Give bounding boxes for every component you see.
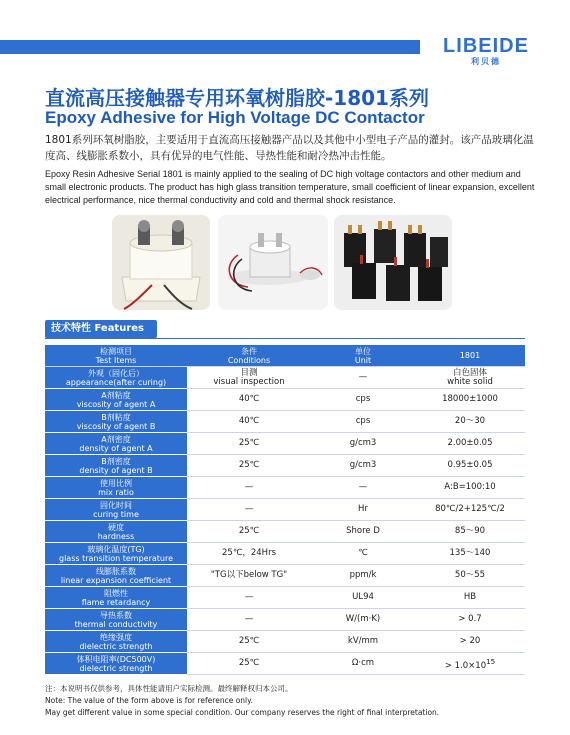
table-row: B剂密度 density of agent B 25℃ g/cm3 0.95±0.05 xyxy=(45,455,525,477)
note-en-1: Note: The value of the form above is for reference only. xyxy=(45,696,253,705)
intro-text-en: Epoxy Resin Adhesive Serial 1801 is mainly applied to the sealing of DC high voltage contactors and other medium and small electronic products. The product has high glass transition temperature, small coefficient of linear expansion, excellent electrical performance, nice thermal conductivity and cold and thermal shock resistance. xyxy=(45,169,535,205)
features-section-label: 技术特性 Features xyxy=(45,320,157,338)
table-row: 外观（固化后） appearance(after curing) 目测 visual inspection — 白色固体 white solid xyxy=(45,367,525,389)
header-test-items: 检测项目 Test Items xyxy=(45,345,187,367)
table-row: 体积电阻率(DC500V) dielectric strength 25℃ Ω·cm > $1.0\times 10^{15}$ xyxy=(45,653,525,675)
product-photo-contactor-open xyxy=(112,215,210,310)
table-row: B剂粘度 viscosity of agent B 40℃ cps 20～30 xyxy=(45,411,525,433)
brand-logo xyxy=(430,36,542,67)
table-row: 导热系数 thermal conductivity — W/(m·K) > 0.7 xyxy=(45,609,525,631)
product-photo-contactors-black xyxy=(334,215,452,310)
note-cn: 注：本说明书仅供参考，具体性能请用户实际检测。最终解释权归本公司。 xyxy=(45,684,293,693)
table-row: 玻璃化温度(TG) glass transition temperature 25℃，24Hrs ℃ 135～140 xyxy=(45,543,525,565)
product-photos xyxy=(112,215,452,310)
table-row: A剂粘度 viscosity of agent A 40℃ cps 18000±1000 xyxy=(45,389,525,411)
product-photo-contactor-wired xyxy=(218,215,328,310)
footnotes xyxy=(45,683,525,719)
header-bar xyxy=(0,40,420,54)
table-row: 固化时间 curing time — Hr 80℃/2+125℃/2 xyxy=(45,499,525,521)
note-en-2: May get different value in some special condition. Our company reserves the right of final interpretation. xyxy=(45,708,440,717)
header-unit: 单位 Unit xyxy=(311,345,415,367)
section-divider xyxy=(45,338,525,339)
page-title-en: Epoxy Adhesive for High Voltage DC Contactor xyxy=(45,108,425,127)
table-header-row xyxy=(45,345,525,367)
table-row: 阻燃性 flame retardancy — UL94 HB xyxy=(45,587,525,609)
page-title-cn: 直流高压接触器专用环氧树脂胶-1801系列 xyxy=(45,86,429,110)
header-product: 1801 xyxy=(415,345,525,367)
brand-name: LIBEIDE xyxy=(443,35,529,57)
brand-name-cn: 利贝德 xyxy=(471,57,501,66)
table-row: 线膨胀系数 linear expansion coefficient "TG以下below TG" ppm/k 50～55 xyxy=(45,565,525,587)
table-row: 硬度 hardness 25℃ Shore D 85～90 xyxy=(45,521,525,543)
features-table xyxy=(45,345,525,675)
table-row: 绝缘强度 dielectric strength 25℃ kV/mm > 20 xyxy=(45,631,525,653)
intro-text-cn: 1801系列环氧树脂胶，主要适用于直流高压接触器产品以及其他中小型电子产品的灌封。该产品玻璃化温度高、线膨胀系数小，具有优异的电气性能、导热性能和耐冷热冲击性能。 xyxy=(45,134,534,162)
header-conditions: 条件 Conditions xyxy=(187,345,311,367)
table-row: 使用比例 mix ratio — — A:B=100:10 xyxy=(45,477,525,499)
table-row: A剂密度 density of agent A 25℃ g/cm3 2.00±0.05 xyxy=(45,433,525,455)
